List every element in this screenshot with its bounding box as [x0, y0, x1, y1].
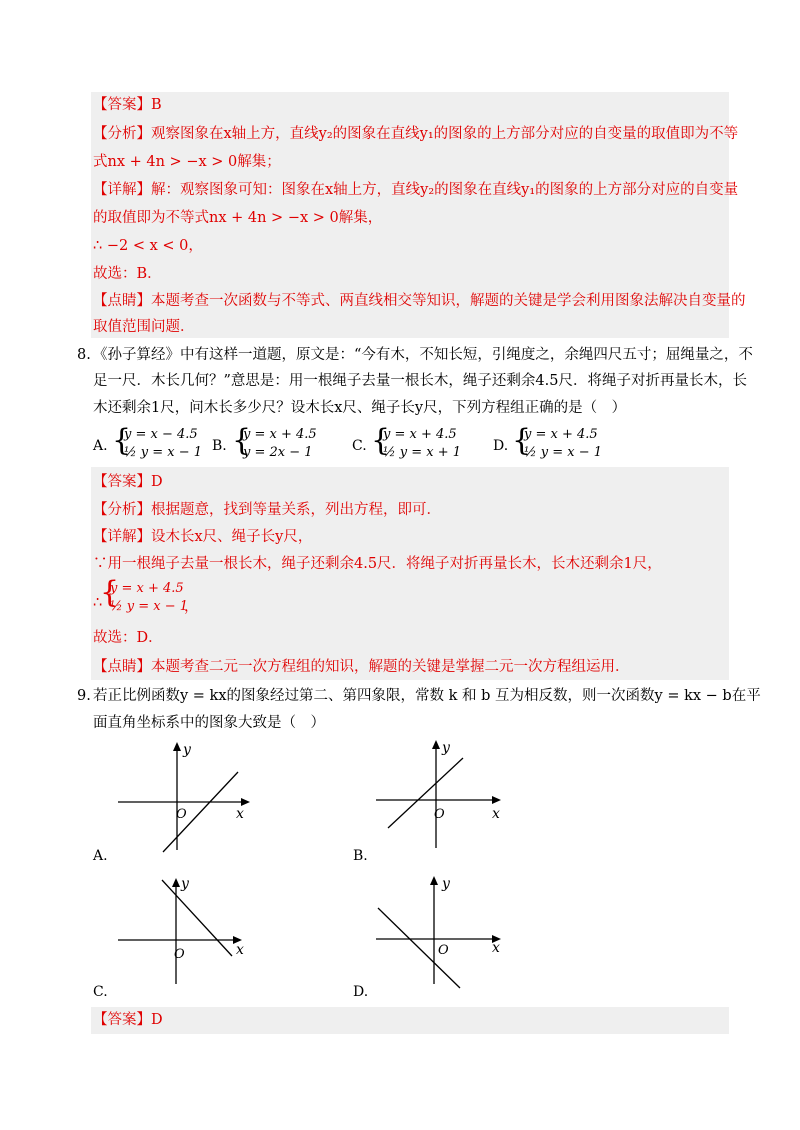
q7-detail-line1: 【详解】解：观察图象可知：图象在x轴上方，直线y₂的图象在直线y₁的图象的上方部分对应的自变量: [93, 182, 739, 198]
q8-option-a-brace: {: [112, 423, 132, 458]
q8-detail-line2: ∵用一根绳子去量一根长木，绳子还剩余4.5尺．将绳子对折再量长木，长木还剩余1尺，: [93, 556, 662, 572]
y-axis-arrow: [172, 878, 180, 887]
q8-analysis: 【分析】根据题意，找到等量关系，列出方程，即可．: [93, 502, 441, 518]
q9-answer: 【答案】D: [93, 1012, 163, 1028]
q9-graph-b-svg: [368, 736, 518, 854]
origin-label: O: [174, 947, 185, 962]
q8-system-eq1: y = x + 4.5: [110, 581, 184, 596]
y-axis-label: y: [181, 876, 189, 892]
q8-option-c-eq1: y = x + 4.5: [383, 427, 457, 442]
q8-option-c-eq2: ½ y = x + 1: [383, 445, 461, 460]
q8-option-a-eq2: ½ y = x − 1: [124, 445, 202, 460]
origin-label: O: [438, 943, 449, 958]
q8-option-c-brace: {: [371, 423, 391, 458]
q8-option-b-brace: {: [232, 423, 252, 458]
q7-comment-line1: 【点睛】本题考查一次函数与不等式、两直线相交等知识，解题的关键是学会利用图象法解决自变量的: [93, 293, 746, 309]
y-axis-label: y: [183, 742, 191, 758]
q7-detail-line2: 的取值即为不等式nx + 4n > −x > 0解集，: [93, 210, 383, 226]
q9-number: 9.: [77, 688, 91, 704]
q8-system-tail: ，: [184, 599, 199, 615]
q8-choose: 故选：D．: [93, 630, 163, 646]
q8-stem-line1: 《孙子算经》中有这样一道题，原文是：“今有木，不知长短，引绳度之，余绳四尺五寸；屈绳量之，不: [93, 347, 753, 363]
q9-graph-c-label: C.: [93, 984, 108, 1000]
q8-system-brace: {: [100, 575, 120, 610]
q8-option-d-brace: {: [512, 423, 532, 458]
q8-stem-line2: 足一尺．木长几何？”意思是：用一根绳子去量一根长木，绳子还剩余4.5尺．将绳子对折再量长木，长: [93, 373, 747, 389]
q8-comment: 【点睛】本题考查二元一次方程组的知识，解题的关键是掌握二元一次方程组运用．: [93, 659, 630, 675]
q8-option-d-eq1: y = x + 4.5: [524, 427, 598, 442]
y-axis-label: y: [442, 740, 450, 756]
q8-stem-line3: 木还剩余1尺，问木长多少尺？设木长x尺、绳子长y尺，下列方程组正确的是（ ）: [93, 400, 627, 416]
q8-number: 8.: [77, 347, 91, 363]
q9-graph-a-label: A.: [93, 848, 108, 864]
origin-label: O: [434, 807, 445, 822]
q7-analysis-line1: 【分析】观察图象在x轴上方，直线y₂的图象在直线y₁的图象的上方部分对应的自变量的取值即为不等: [93, 126, 739, 142]
q7-analysis-line2: 式nx + 4n > −x > 0解集；: [93, 154, 281, 170]
q7-answer: 【答案】B: [93, 97, 162, 113]
x-axis-label: x: [236, 806, 244, 822]
graph-line: [388, 758, 463, 828]
q7-comment-line2: 取值范围问题．: [93, 319, 195, 335]
graph-line: [163, 772, 238, 852]
q8-therefore: ∴: [93, 595, 103, 611]
q9-graph-b-label: B.: [353, 848, 368, 864]
x-axis-arrow: [492, 796, 501, 804]
q9-solution-block: [91, 1007, 729, 1034]
q8-option-b-eq2: y = 2x − 1: [243, 445, 313, 460]
q9-graph-d-svg: [368, 872, 518, 990]
q7-choose: 故选：B．: [93, 266, 162, 282]
q8-option-b-label: B.: [212, 438, 227, 454]
x-axis-arrow: [241, 798, 250, 806]
q8-option-a-eq1: y = x − 4.5: [124, 427, 198, 442]
q9-graph-c-svg: [110, 872, 260, 990]
q7-detail-line3: ∴ −2 < x < 0，: [93, 238, 203, 254]
q8-option-a-label: A.: [93, 438, 108, 454]
q8-option-d-label: D.: [493, 438, 509, 454]
q9-stem-line2: 面直角坐标系中的图象大致是（ ）: [93, 715, 325, 731]
origin-label: O: [176, 807, 187, 822]
q8-option-b-eq1: y = x + 4.5: [243, 427, 317, 442]
q9-stem-line1: 若正比例函数y = kx的图象经过第二、第四象限，常数 k 和 b 互为相反数，则一次函数y = kx − b在平: [93, 688, 761, 704]
x-axis-label: x: [492, 940, 500, 956]
q8-option-c-label: C.: [352, 438, 367, 454]
q8-system-eq2: ½ y = x − 1: [110, 599, 188, 614]
x-axis-label: x: [492, 806, 500, 822]
graph-line: [162, 880, 232, 956]
y-axis-arrow: [173, 742, 181, 751]
q8-answer: 【答案】D: [93, 474, 163, 490]
q9-graph-d-label: D.: [353, 984, 369, 1000]
x-axis-label: x: [236, 942, 244, 958]
y-axis-arrow: [432, 740, 440, 749]
y-axis-label: y: [442, 876, 450, 892]
y-axis-arrow: [430, 876, 438, 885]
q8-option-d-eq2: ½ y = x − 1: [524, 445, 602, 460]
q8-detail-line1: 【详解】设木长x尺、绳子长y尺，: [93, 529, 313, 545]
q9-graph-a-svg: [110, 738, 260, 856]
